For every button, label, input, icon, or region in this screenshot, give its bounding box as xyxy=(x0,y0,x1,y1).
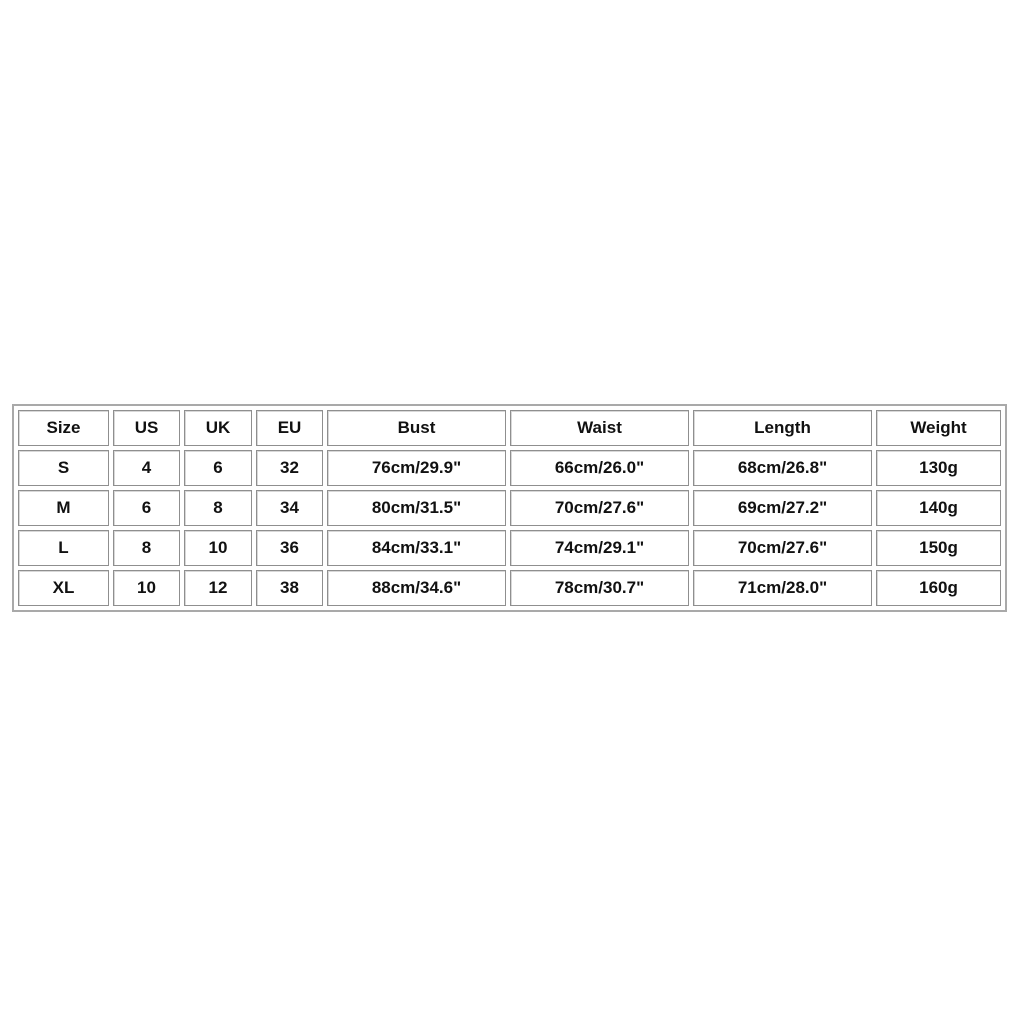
column-header-uk: UK xyxy=(184,410,252,446)
uk-cell: 8 xyxy=(184,490,252,526)
waist-cell: 78cm/30.7" xyxy=(510,570,689,606)
column-header-us: US xyxy=(113,410,180,446)
table-row xyxy=(18,530,1001,566)
uk-cell: 10 xyxy=(184,530,252,566)
weight-cell: 130g xyxy=(876,450,1001,486)
size-chart-table xyxy=(12,404,1007,612)
length-cell: 68cm/26.8" xyxy=(693,450,872,486)
length-cell: 69cm/27.2" xyxy=(693,490,872,526)
size-cell: XL xyxy=(18,570,109,606)
length-cell: 71cm/28.0" xyxy=(693,570,872,606)
eu-cell: 32 xyxy=(256,450,323,486)
eu-cell: 38 xyxy=(256,570,323,606)
size-cell: M xyxy=(18,490,109,526)
waist-cell: 70cm/27.6" xyxy=(510,490,689,526)
weight-cell: 150g xyxy=(876,530,1001,566)
bust-cell: 88cm/34.6" xyxy=(327,570,506,606)
table-row xyxy=(18,490,1001,526)
column-header-waist: Waist xyxy=(510,410,689,446)
us-cell: 10 xyxy=(113,570,180,606)
size-cell: S xyxy=(18,450,109,486)
column-header-weight: Weight xyxy=(876,410,1001,446)
bust-cell: 76cm/29.9" xyxy=(327,450,506,486)
column-header-length: Length xyxy=(693,410,872,446)
eu-cell: 36 xyxy=(256,530,323,566)
column-header-bust: Bust xyxy=(327,410,506,446)
weight-cell: 160g xyxy=(876,570,1001,606)
waist-cell: 74cm/29.1" xyxy=(510,530,689,566)
waist-cell: 66cm/26.0" xyxy=(510,450,689,486)
us-cell: 4 xyxy=(113,450,180,486)
size-cell: L xyxy=(18,530,109,566)
header-row xyxy=(18,410,1001,446)
length-cell: 70cm/27.6" xyxy=(693,530,872,566)
column-header-size: Size xyxy=(18,410,109,446)
bust-cell: 80cm/31.5" xyxy=(327,490,506,526)
us-cell: 6 xyxy=(113,490,180,526)
eu-cell: 34 xyxy=(256,490,323,526)
column-header-eu: EU xyxy=(256,410,323,446)
uk-cell: 6 xyxy=(184,450,252,486)
table-row xyxy=(18,570,1001,606)
weight-cell: 140g xyxy=(876,490,1001,526)
table-row xyxy=(18,450,1001,486)
uk-cell: 12 xyxy=(184,570,252,606)
bust-cell: 84cm/33.1" xyxy=(327,530,506,566)
us-cell: 8 xyxy=(113,530,180,566)
